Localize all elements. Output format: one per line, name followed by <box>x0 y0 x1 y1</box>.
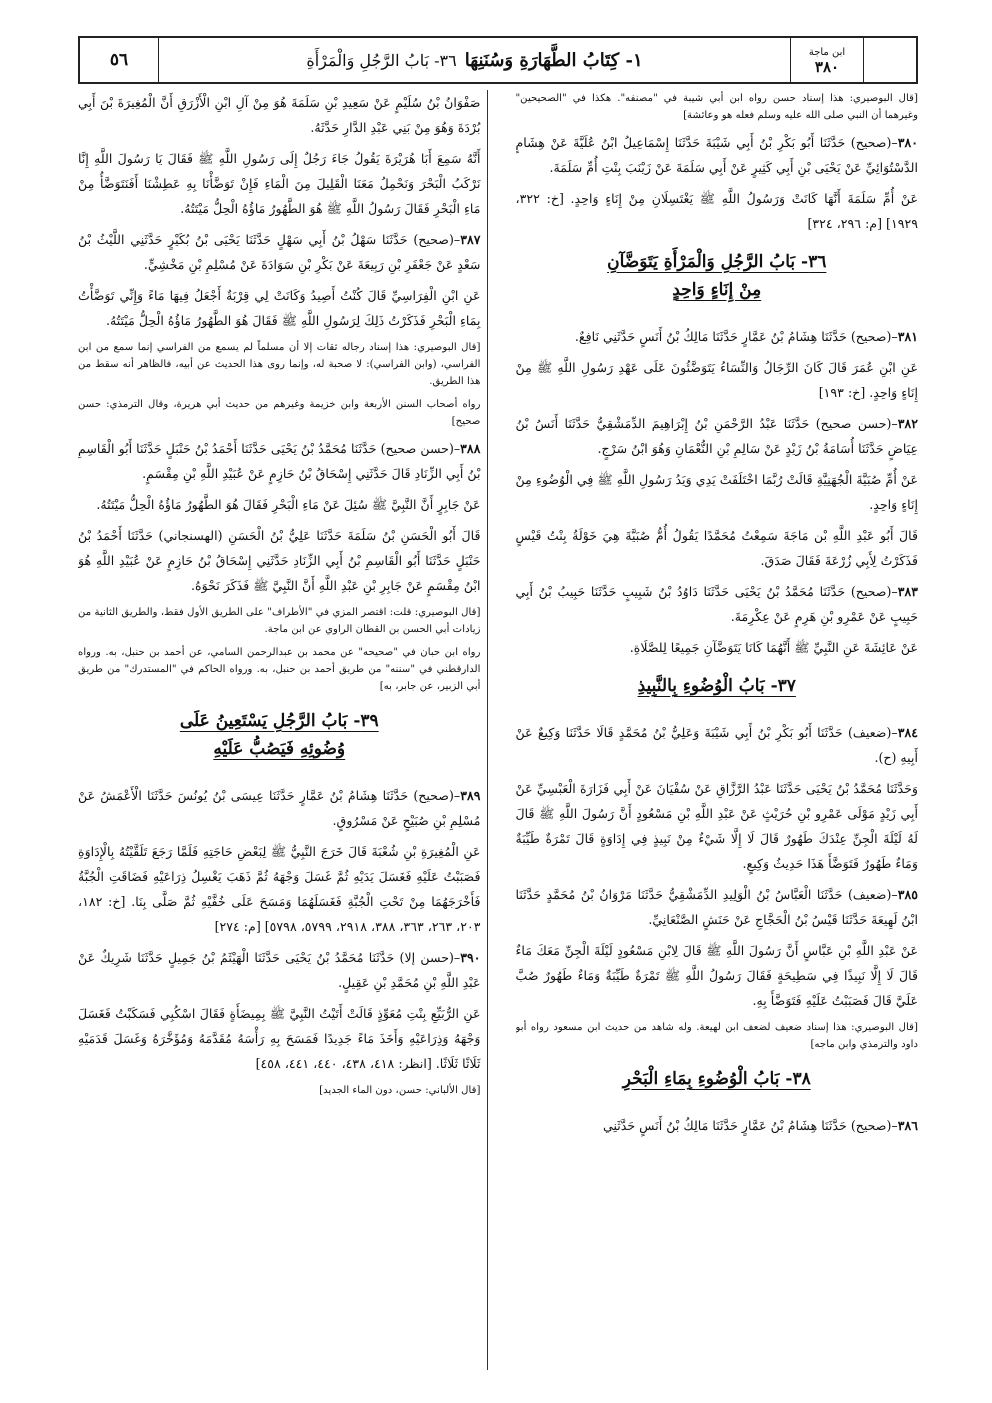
hadith-text: عَنِ ابْنِ عُمَرَ قَالَ كَانَ الرِّجَالُ وَالنِّسَاءُ يَتَوَضَّئُونَ عَلَى عَهْدِ رَسُولِ اللَّهِ ﷺ مِنْ إِنَاءٍ وَاحِدٍ. [خ: ١٩٣] <box>515 360 918 400</box>
hadith-number: ٣٨٧ <box>460 232 481 247</box>
hadith-text: عَنْ جَابِرٍ أَنَّ النَّبِيَّ ﷺ سُئِلَ عَنْ مَاءِ الْبَحْرِ فَقَالَ هُوَ الطَّهُورُ مَاؤُهُ الْحِلُّ مَيْتَتُهُ. <box>96 497 481 512</box>
hadith-number: ٣٩٠ <box>460 950 481 965</box>
hadith-text: عَنِ ابْنِ الْفِرَاسِيِّ قَالَ كُنْتُ أَصِيدُ وَكَانَتْ لِي قِرْبَةٌ أَجْعَلُ فِيهَا مَاءً وَإِنِّي تَوَضَّأْتُ بِمَاءِ الْبَحْرِ فَذَكَرْتُ ذَلِكَ لِرَسُولِ اللَّهِ ﷺ فَقَالَ هُوَ الطَّهُورُ مَاؤُهُ الْحِلُّ مَيْتَتُهُ. <box>78 288 481 328</box>
hadith-isnad: حَدَّثَنَا الْعَبَّاسُ بْنُ الْوَلِيدِ الدِّمَشْقِيُّ حَدَّثَنَا مَرْوَانُ بْنُ مُحَمَّدٍ حَدَّثَنَا ابْنُ لَهِيعَةَ حَدَّثَنَا قَيْسُ بْنُ الْحَجَّاجِ عَنْ حَنَشٍ الصَّنْعَانِيِّ. <box>515 887 918 927</box>
chapter-line: وُضُوئِهِ فَيَصُبُّ عَلَيْهِ <box>213 739 346 759</box>
hadith-text: عَنِ الرُّبَيِّعِ بِنْتِ مُعَوِّذٍ قَالَتْ أَتَيْتُ النَّبِيَّ ﷺ بِمِيضَأَةٍ فَقَالَ اسْكُبِي فَسَكَبْتُ فَغَسَلَ وَجْهَهُ وَذِرَاعَيْهِ وَأَخَذَ مَاءً جَدِيدًا فَمَسَحَ بِهِ رَأْسَهُ مُقَدَّمَهُ وَمُؤَخَّرَهُ وَغَسَلَ قَدَمَيْهِ ثَلَاثًا ثَلَاثًا. [انظر: ٤١٨، ٤٣٨، ٤٤٠، ٤٤١، ٤٥٨] <box>78 1006 481 1071</box>
chapter-title: ٣٦- بَابُ الرَّجُلِ وَالْمَرْأَةِ <box>306 50 457 70</box>
hadith-grade: –(صحيح) <box>850 329 898 344</box>
text-columns <box>78 90 918 1370</box>
hadith-text: عَنْ أُمِّ صُبَيَّةَ الْجُهَنِيَّةِ قَالَتْ رُبَّمَا اخْتَلَفَتْ يَدِي وَيَدُ رَسُولِ اللَّهِ ﷺ فِي الْوُضُوءِ مِنْ إِنَاءٍ وَاحِدٍ. <box>515 472 918 512</box>
footnote: رواه أصحاب السنن الأربعة وابن خزيمة وغيرهم من حديث أبي هريرة، وقال الترمذي: حسن صحيح] <box>78 399 481 427</box>
page-header <box>78 36 918 84</box>
chapter-line: ٣٩- بَابُ الرَّجُلِ يَسْتَعِينُ عَلَى <box>179 711 379 731</box>
hadith-text: وَحَدَّثَنَا مُحَمَّدُ بْنُ يَحْيَى حَدَّثَنَا عَبْدُ الرَّزَّاقِ عَنْ سُفْيَانَ عَنْ أَبِي فَزَارَةَ الْعَبْسِيِّ عَنْ أَبِي زَيْدٍ مَوْلَى عَمْرِو بْنِ حُرَيْثٍ عَنْ عَبْدِ اللَّهِ بْنِ مَسْعُودٍ أَنَّ رَسُولَ اللَّهِ ﷺ قَالَ لَهُ لَيْلَةَ الْجِنِّ عِنْدَكَ طَهُورٌ قَالَ لَا إِلَّا شَيْءٌ مِنْ نَبِيذٍ فِي إِدَاوَةٍ قَالَ تَمْرَةٌ طَيِّبَةٌ وَمَاءٌ طَهُورٌ فَتَوَضَّأَ هَذَا حَدِيثُ وَكِيعٍ. <box>515 781 918 871</box>
hadith-number: ٣٨٢ <box>897 416 918 431</box>
hadith-isnad: حَدَّثَنَا مُحَمَّدُ بْنُ يَحْيَى حَدَّثَنَا دَاوُدُ بْنُ شَبِيبٍ حَدَّثَنَا حَبِيبُ بْنُ أَبِي حَبِيبٍ عَنْ عَمْرِو بْنِ هَرِمٍ عَنْ عِكْرِمَةَ. <box>515 584 918 624</box>
hadith-text: عَنْ عَبْدِ اللَّهِ بْنِ عَبَّاسٍ أَنَّ رَسُولَ اللَّهِ ﷺ قَالَ لِابْنِ مَسْعُودٍ لَيْلَةَ الْجِنِّ مَعَكَ مَاءٌ قَالَ لَا إِلَّا نَبِيذًا فِي سَطِيحَةٍ فَقَالَ رَسُولُ اللَّهِ ﷺ تَمْرَةٌ طَيِّبَةٌ وَمَاءٌ طَهُورٌ صُبَّ عَلَيَّ قَالَ فَصَبَبْتُ عَلَيْهِ فَتَوَضَّأَ بِهِ. <box>515 943 918 1008</box>
footnote: [قال البوصيري: هذا إسناد رجاله ثقات إلا أن مسلماً لم يسمع من الفراسي إنما سمع من ابن الفراسي، (وابن الفراسي): لا صحبة له، وإنما روى هذا الحديث عن أبيه، فالظاهر أنه سقط من هذا الطريق. <box>78 342 481 387</box>
chapter-heading-37: ٣٧- بَابُ الْوُضُوءِ بِالنَّبِيذِ <box>637 676 796 696</box>
hadith-384 <box>516 720 919 770</box>
left-column <box>78 90 481 1370</box>
hadith-389 <box>78 783 481 833</box>
hadith-comment: قَالَ أَبُو عَبْدِ اللَّهِ بْن مَاجَةَ سَمِعْتُ مُحَمَّدًا يَقُولُ أُمُّ صُبَيَّةَ هِيَ خَوْلَةُ بِنْتُ قَيْسٍ فَذَكَرْتُ لِأَبِي زُرْعَةَ فَقَالَ صَدَقَ. <box>515 528 918 568</box>
hadith-isnad: حَدَّثَنَا هِشَامُ بْنُ عَمَّارٍ حَدَّثَنَا مَالِكُ بْنُ أَنَسٍ حَدَّثَنِي نَافِعٌ. <box>574 329 847 344</box>
hadith-382 <box>516 411 919 461</box>
hadith-390 <box>78 945 481 995</box>
book-title: ١- كِتَابُ الطَّهَارَةِ وَسُنَنِهَا <box>464 49 643 71</box>
hadith-isnad: حَدَّثَنَا أَبُو بَكْرِ بْنُ أَبِي شَيْبَةَ وَعَلِيُّ بْنُ مُحَمَّدٍ قَالَا حَدَّثَنَا وَكِيعٌ عَنْ أَبِيهِ (ح). <box>515 725 918 765</box>
hadith-text: عَنِ الْمُغِيرَةِ بْنِ شُعْبَةَ قَالَ خَرَجَ النَّبِيُّ ﷺ لِبَعْضِ حَاجَتِهِ فَلَمَّا رَجَعَ تَلَقَّيْتُهُ بِالْإِدَاوَةِ فَصَبَبْتُ عَلَيْهِ فَغَسَلَ يَدَيْهِ ثُمَّ غَسَلَ وَجْهَهُ ثُمَّ ذَهَبَ يَغْسِلُ ذِرَاعَيْهِ فَضَاقَتِ الْجُبَّةُ فَأَخْرَجَهُمَا مِنْ تَحْتِ الْجُبَّةِ فَغَسَلَهُمَا وَمَسَحَ عَلَى خُفَّيْهِ ثُمَّ صَلَّى بِنَا. [خ: ١٨٢، ٢٠٣، ٢٦٣، ٣٦٣، ٣٨٨، ٢٩١٨، ٥٧٩٩، ٥٧٩٨] [م: ٢٧٤] <box>78 844 481 934</box>
chapter-heading-39 <box>78 707 481 763</box>
hadith-385 <box>516 882 919 932</box>
hadith-grade: –(حسن إلا) <box>399 950 461 965</box>
column-divider <box>487 90 488 1370</box>
hadith-383 <box>516 579 919 629</box>
reference-label: ابن ماجة <box>808 47 846 58</box>
hadith-isnad: حَدَّثَنَا هِشَامُ بْنُ عَمَّارٍ حَدَّثَنَا مَالِكُ بْنُ أَنَسٍ حَدَّثَنِي <box>602 1118 847 1133</box>
hadith-number: ٣٨٩ <box>460 788 481 803</box>
hadith-text: أَنَّهُ سَمِعَ أَبَا هُرَيْرَةَ يَقُولُ جَاءَ رَجُلٌ إِلَى رَسُولِ اللَّهِ ﷺ فَقَالَ يَا رَسُولَ اللَّهِ إِنَّا نَرْكَبُ الْبَحْرَ وَنَحْمِلُ مَعَنَا الْقَلِيلَ مِنَ الْمَاءِ فَإِنْ تَوَضَّأْنَا بِهِ عَطِشْنَا أَفَنَتَوَضَّأُ مِنْ مَاءِ الْبَحْرِ فَقَالَ رَسُولُ اللَّهِ ﷺ هُوَ الطَّهُورُ مَاؤُهُ الْحِلُّ مَيْتَتُهُ. <box>78 151 481 216</box>
hadith-grade: –(صحيح) <box>850 1118 898 1133</box>
hadith-isnad: حَدَّثَنَا سَهْلُ بْنُ أَبِي سَهْلٍ حَدَّثَنَا يَحْيَى بْنُ بُكَيْرٍ حَدَّثَنِي اللَّيْثُ بْنُ سَعْدٍ عَنْ جَعْفَرِ بْنِ رَبِيعَةَ عَنْ بَكْرِ بْنِ سَوَادَةَ عَنْ مُسْلِمِ بْنِ مَخْشِيٍّ. <box>78 232 481 272</box>
header-empty-cell <box>864 38 916 82</box>
footnote: [قال البوصيري: هذا إسناد ضعيف لضعف ابن لهيعة. وله شاهد من حديث ابن مسعود رواه أبو داود والترمذي وابن ماجه] <box>515 1022 918 1050</box>
hadith-381 <box>516 324 919 349</box>
hadith-isnad: حَدَّثَنَا أَبُو بَكْرِ بْنُ أَبِي شَيْبَةَ حَدَّثَنَا إِسْمَاعِيلُ ابْنُ عُلَيَّةَ عَنْ هِشَامٍ الدَّسْتُوَائِيِّ عَنْ يَحْيَى بْنِ أَبِي كَثِيرٍ عَنْ أَبِي سَلَمَةَ عَنْ زَيْنَبَ بِنْتِ أُمِّ سَلَمَةَ. <box>515 135 918 175</box>
running-title <box>159 38 791 82</box>
footnote: [قال البوصيري: قلت: اقتصر المزي في "الأطراف" على الطريق الأول فقط، والطريق الثانية من زيادات أبي الحسن بن القطان الراوي عن ابن ماجة. <box>78 607 481 635</box>
footnote: [قال الألباني: حسن، دون الماء الجديد] <box>319 1085 481 1096</box>
hadith-number: ٣٨٠ <box>897 135 918 150</box>
hadith-isnad: حَدَّثَنَا عَبْدُ الرَّحْمَنِ بْنُ إِبْرَاهِيمَ الدِّمَشْقِيُّ حَدَّثَنَا أَنَسُ بْنُ عِيَاضٍ حَدَّثَنَا أُسَامَةُ بْنُ زَيْدٍ عَنْ سَالِمِ بْنِ النُّعْمَانِ وَهُوَ ابْنُ سَرْجٍ. <box>515 416 918 456</box>
footnote: رواه ابن حبان في "صحيحه" عن محمد بن عبدالرحمن السامي، عن أحمد بن حنبل، به. ورواه الدارقطني في "سننه" من طريق أحمد بن حنبل، به. ورواه الحاكم في "المستدرك" من طريق أبي الزبير، عن جابر، به] <box>78 647 481 692</box>
hadith-number: ٣٨١ <box>897 329 918 344</box>
hadith-388 <box>78 436 481 486</box>
hadith-grade: –(صحيح) <box>413 232 461 247</box>
reference-number: ٣٨٠ <box>814 58 840 76</box>
hadith-text: عَنْ أُمِّ سَلَمَةَ أَنَّهَا كَانَتْ وَرَسُولُ اللَّهِ ﷺ يَغْتَسِلَانِ مِنْ إِنَاءٍ وَاحِدٍ. [خ: ٣٢٢، ١٩٢٩] [م: ٢٩٦، ٣٢٤] <box>515 191 918 231</box>
hadith-387 <box>78 227 481 277</box>
chapter-heading-38: ٣٨- بَابُ الْوُضُوءِ بِمَاءِ الْبَحْرِ <box>622 1069 811 1089</box>
page-number: ٥٦ <box>80 38 159 82</box>
hadith-grade: –(صحيح) <box>413 788 461 803</box>
hadith-grade: –(ضعيف) <box>847 725 898 740</box>
hadith-number: ٣٨٣ <box>897 584 918 599</box>
hadith-isnad: حَدَّثَنَا مُحَمَّدُ بْنُ يَحْيَى حَدَّثَنَا أَحْمَدُ بْنُ حَنْبَلٍ حَدَّثَنَا أَبُو الْقَاسِمِ بْنُ أَبِي الزِّنَادِ قَالَ حَدَّثَنِي إِسْحَاقُ بْنُ حَازِمٍ عَنْ عُبَيْدِ اللَّهِ بْنِ مِقْسَمٍ. <box>78 441 481 481</box>
hadith-grade: –(ضعيف) <box>847 887 898 902</box>
hadith-isnad: حَدَّثَنَا هِشَامُ بْنُ عَمَّارٍ حَدَّثَنَا عِيسَى بْنُ يُونُسَ حَدَّثَنَا الْأَعْمَشُ عَنْ مُسْلِمِ بْنِ صُبَيْحٍ عَنْ مَسْرُوقٍ. <box>78 788 481 828</box>
hadith-number: ٣٨٦ <box>897 1118 918 1133</box>
chapter-line: ٣٦- بَابُ الرَّجُلِ وَالْمَرْأَةِ يَتَوَضَّآنِ <box>607 252 827 272</box>
hadith-grade: –(حسن صحيح) <box>380 441 461 456</box>
hadith-isnad: حَدَّثَنَا مُحَمَّدُ بْنُ يَحْيَى حَدَّثَنَا الْهَيْثَمُ بْنُ جَمِيلٍ حَدَّثَنَا شَرِيكٌ عَنْ عَبْدِ اللَّهِ بْنِ مُحَمَّدِ بْنِ عَقِيلٍ. <box>78 950 481 990</box>
hadith-text: عَنْ عَائِشَةَ عَنِ النَّبِيِّ ﷺ أَنَّهُمَا كَانَا يَتَوَضَّآنِ جَمِيعًا لِلصَّلَاةِ. <box>629 640 918 655</box>
hadith-number: ٣٨٥ <box>897 887 918 902</box>
right-column <box>516 90 919 1370</box>
footnote: [قال البوصيري: هذا إسناد حسن رواه ابن أبي شيبة في "مصنفه". هكذا في "الصحيحين" وغيرهما أن النبي صلى الله عليه وسلم فعله هو وعائشة] <box>515 93 918 121</box>
hadith-continuation: صَفْوَانُ بْنُ سُلَيْمٍ عَنْ سَعِيدِ بْنِ سَلَمَةَ هُوَ مِنْ آلِ ابْنِ الْأَزْرَقِ أَنَّ الْمُغِيرَةَ بْنَ أَبِي بُرْدَةَ وَهُوَ مِنْ بَنِي عَبْدِ الدَّارِ حَدَّثَهُ. <box>78 95 481 135</box>
hadith-386 <box>516 1113 919 1138</box>
hadith-number: ٣٨٤ <box>897 725 918 740</box>
hadith-number: ٣٨٨ <box>460 441 481 456</box>
chapter-line: مِنْ إِنَاءٍ وَاحِدٍ <box>672 280 762 300</box>
hadith-grade: –(صحيح) <box>850 584 898 599</box>
hadith-grade: –(حسن صحيح) <box>815 416 898 431</box>
hadith-grade: –(صحيح) <box>850 135 898 150</box>
chapter-heading-36 <box>516 248 919 304</box>
hadith-additional-isnad: قَالَ أَبُو الْحَسَنِ بْنُ سَلَمَةَ حَدَّثَنَا عَلِيُّ بْنُ الْحَسَنِ (الهسنجاني) حَدَّثَنَا أَحْمَدُ بْنُ حَنْبَلٍ حَدَّثَنَا أَبُو الْقَاسِمِ بْنُ أَبِي الزِّنَادِ حَدَّثَنِي إِسْحَاقُ بْنُ حَازِمٍ عَنْ عُبَيْدِ اللَّهِ هُوَ ابْنُ مِقْسَمٍ عَنْ جَابِرِ بْنِ عَبْدِ اللَّهِ أَنَّ النَّبِيَّ ﷺ فَذَكَرَ نَحْوَهُ. <box>78 528 481 593</box>
hadith-380 <box>516 130 919 180</box>
page <box>78 36 918 1366</box>
hadith-reference <box>791 38 864 82</box>
